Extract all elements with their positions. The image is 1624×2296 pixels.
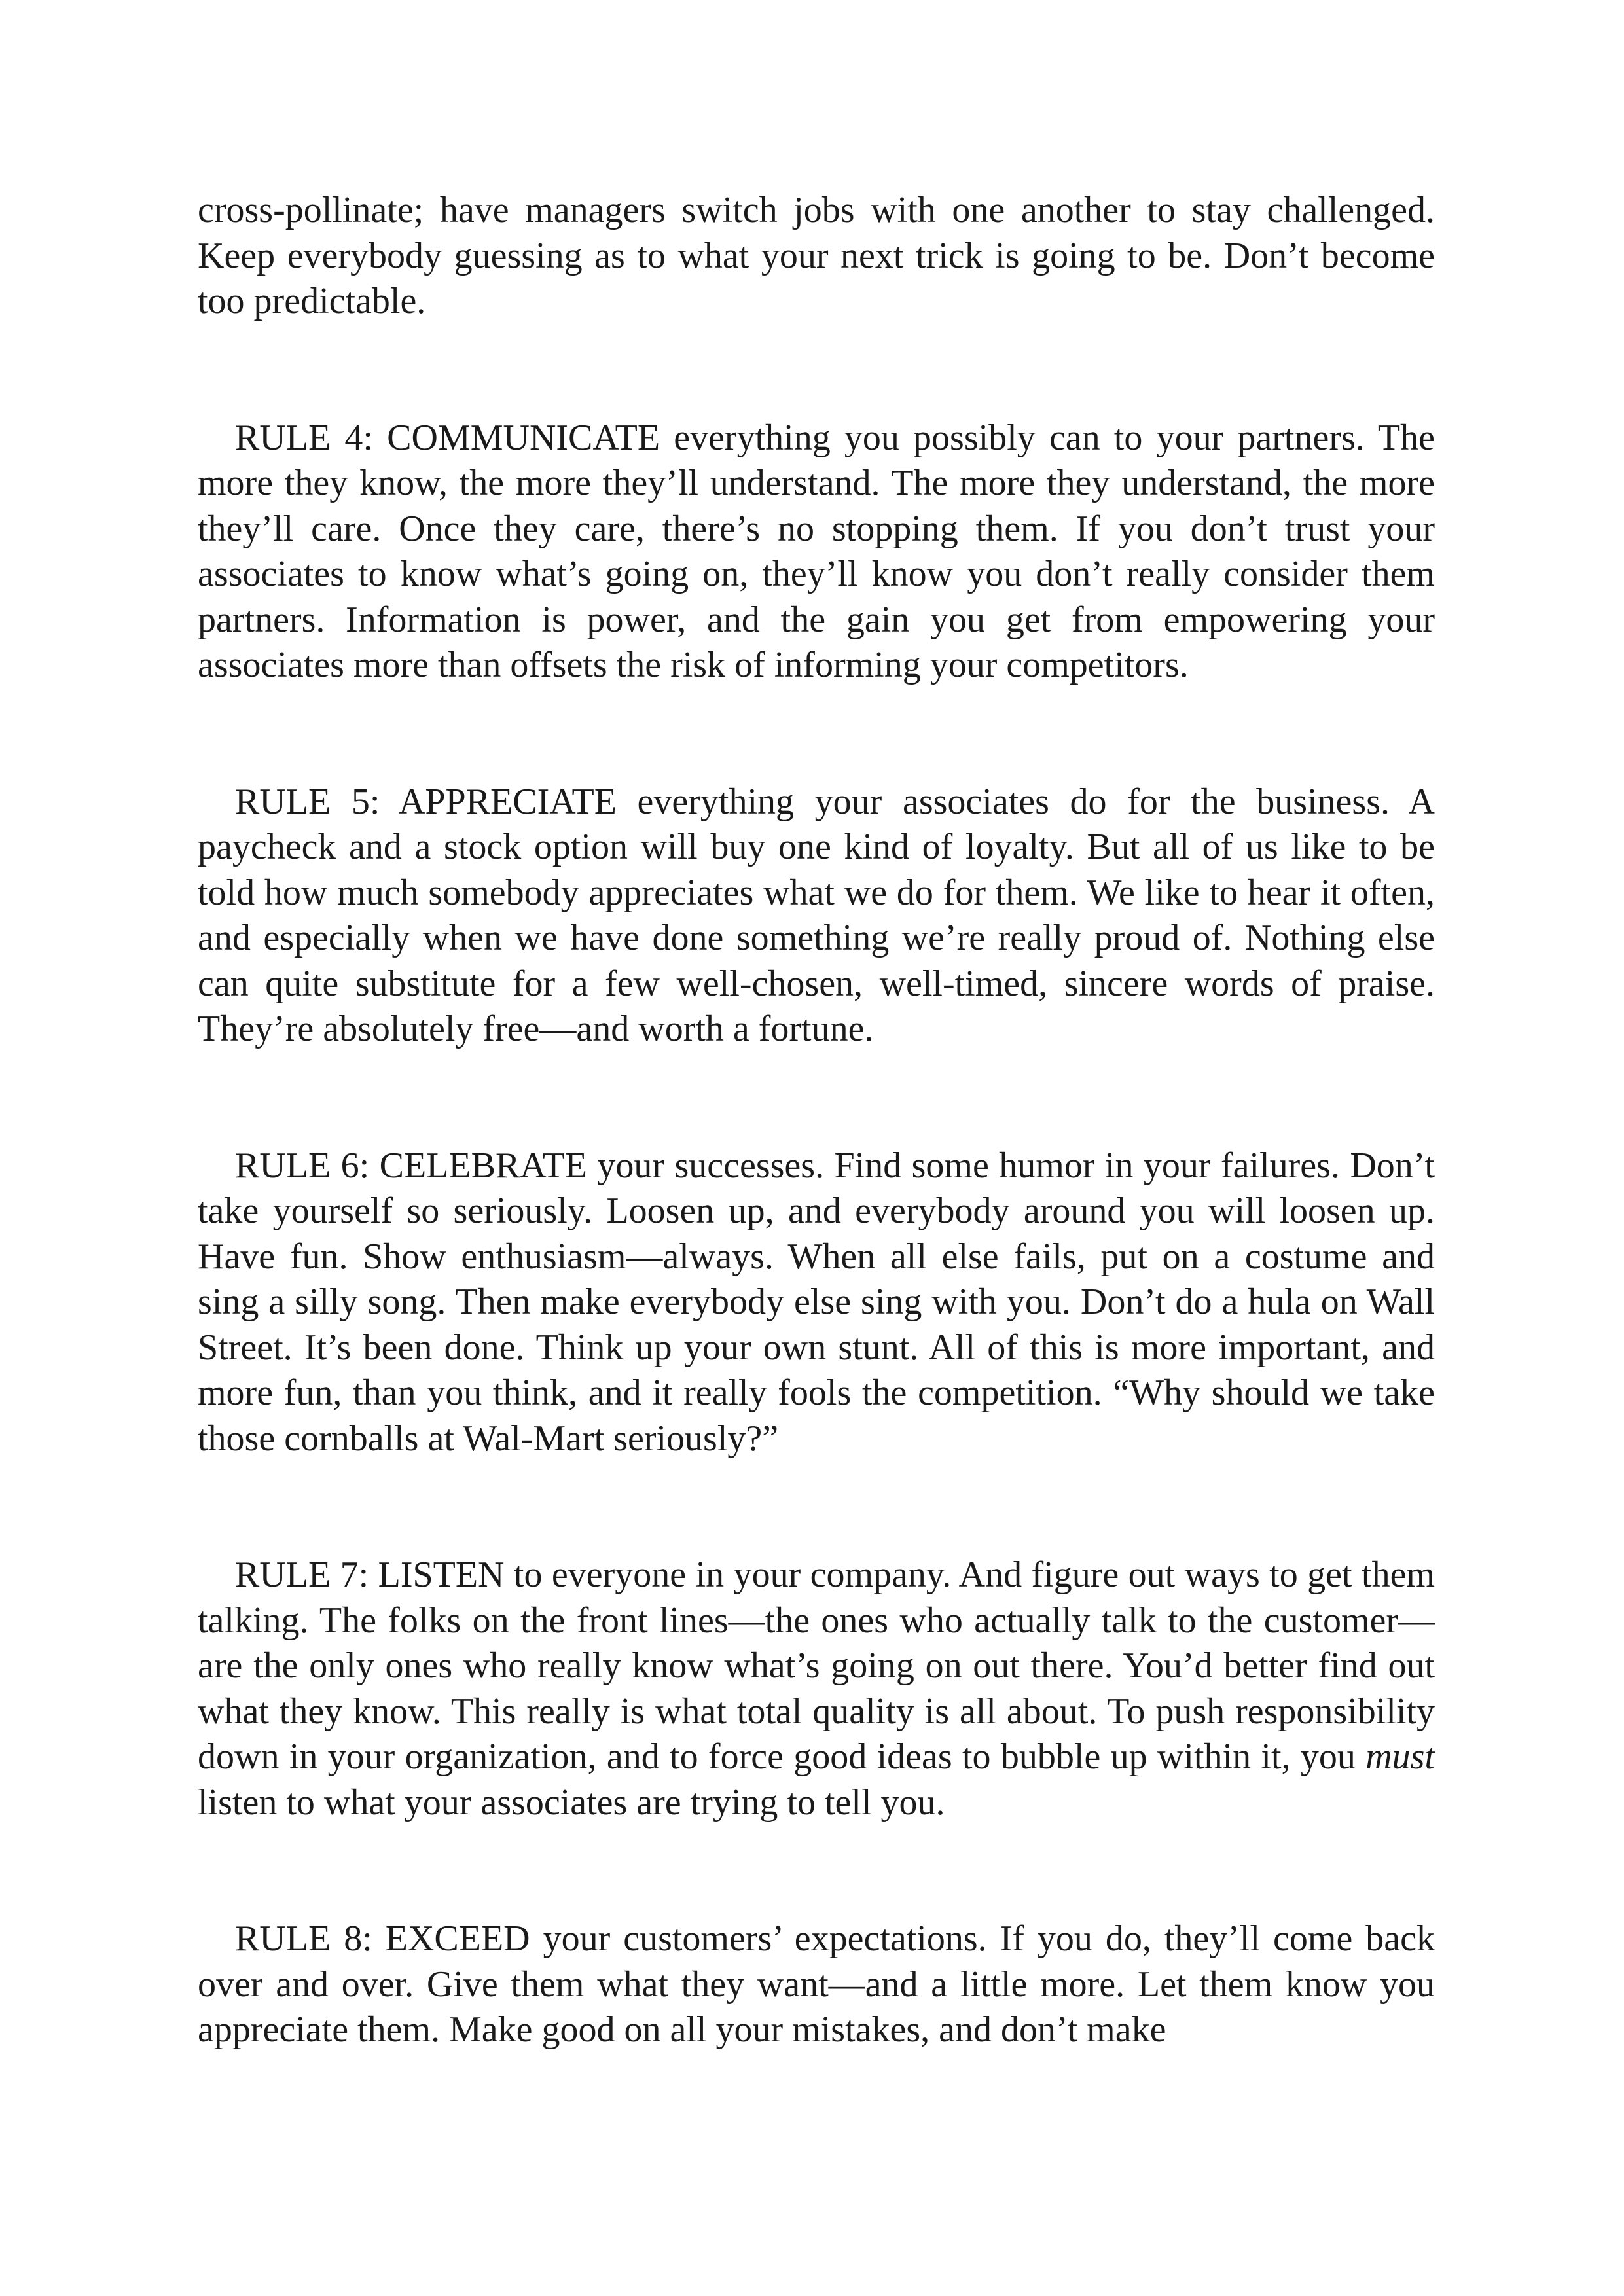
rule-7-text-before: RULE 7: LISTEN to everyone in your company. And figure out ways to get them talking. The folks on the front lines—the ones who actually talk to the customer—are the only ones who really know what’s going on out there. You’d better find out what they know. This really is what total quality is all about. To push responsibility down in your organization, and to force good ideas to bubble up within it, you (198, 1554, 1435, 1777)
rule-7-emphasis: must (1365, 1736, 1435, 1777)
paragraph-rule-5: RULE 5: APPRECIATE everything your associates do for the business. A paycheck and a stock option will buy one kind of loyalty. But all of us like to be told how much somebody appreciates what we do for them. We like to hear it often, and especially when we have done something we’re really proud of. Nothing else can quite substitute for a few well-chosen, well-timed, sincere words of praise. They’re absolutely free—and worth a fortune. (198, 781, 1435, 1049)
paragraph-rule3-continued: cross-pollinate; have managers switch jobs with one another to stay challenged. Keep everybody guessing as to what your next trick is going to be. Don’t become too predictable. (198, 190, 1435, 321)
rule-7-text-after: listen to what your associates are trying to tell you. (198, 1782, 945, 1823)
paragraph-rule-4: RULE 4: COMMUNICATE everything you possibly can to your partners. The more they know, the more they’ll understand. The more they understand, the more they’ll care. Once they care, there’s no stopping them. If you don’t trust your associates to know what’s going on, they’ll know you don’t really consider them partners. Information is power, and the gain you get from empowering your associates more than offsets the risk of informing your competitors. (198, 417, 1435, 685)
paragraph-rule-7 (198, 1552, 1435, 1825)
body-text (198, 188, 1435, 2053)
paragraph-rule-8: RULE 8: EXCEED your customers’ expectations. If you do, they’ll come back over and over. Give them what they want—and a little more. Let them know you appreciate them. Make good on all your mistakes, and don’t make (198, 1918, 1435, 2050)
paragraph-rule-6: RULE 6: CELEBRATE your successes. Find some humor in your failures. Don’t take yourself so seriously. Loosen up, and everybody around you will loosen up. Have fun. Show enthusiasm—always. When all else fails, put on a costume and sing a silly song. Then make everybody else sing with you. Don’t do a hula on Wall Street. It’s been done. Think up your own stunt. All of this is more important, and more fun, than you think, and it really fools the competition. “Why should we take those cornballs at Wal-Mart seriously?” (198, 1145, 1435, 1459)
